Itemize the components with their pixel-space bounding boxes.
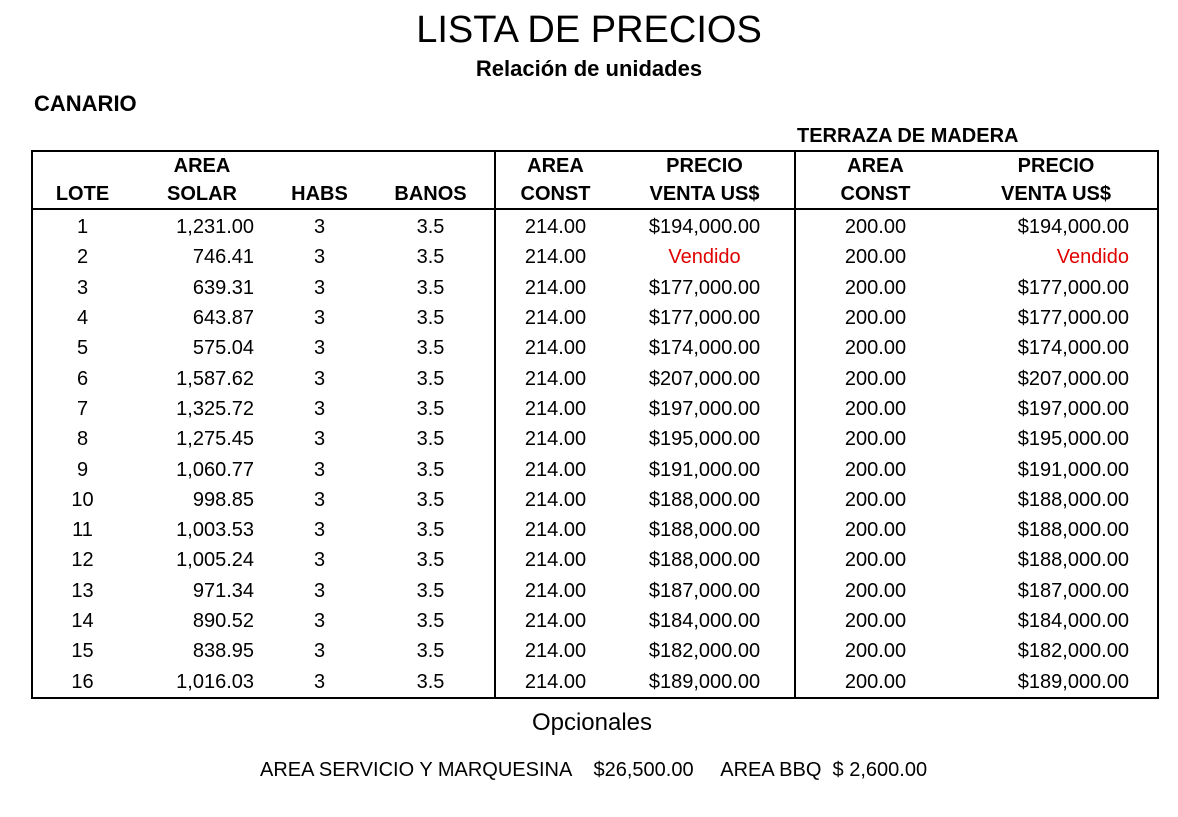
lote-cell: 13 [71, 579, 94, 602]
price-table [31, 150, 1159, 699]
precio-venta-cell: $174,000.00 [648, 337, 761, 360]
habs-cell: 3 [313, 307, 326, 330]
habs-cell: 3 [313, 488, 326, 511]
lote-cell: 6 [76, 367, 89, 390]
banos-cell: 3.5 [416, 610, 445, 632]
table-row [32, 606, 1158, 636]
table-row [32, 636, 1158, 666]
area-solar-cell: 1,587.62 [176, 367, 254, 390]
table-row [32, 666, 1158, 697]
area-const-cell: 214.00 [495, 636, 615, 666]
lote-cell: 15 [71, 640, 94, 663]
banos-cell: 3.5 [416, 397, 445, 420]
terraza-precio-venta-cell: Vendido [1056, 246, 1129, 269]
column-header: SOLAR [132, 180, 272, 209]
optionals-line [260, 757, 927, 783]
banos-cell: 3.5 [416, 367, 445, 390]
area-solar-cell: 1,005.24 [176, 549, 254, 572]
area-const-cell: 214.00 [495, 363, 615, 393]
area-const-cell: 214.00 [495, 273, 615, 303]
area-const-cell: 214.00 [495, 576, 615, 606]
terraza-area-const-cell: 200.00 [795, 394, 955, 424]
column-header: VENTA US$ [955, 180, 1158, 209]
habs-cell: 3 [313, 276, 326, 299]
table-row [32, 303, 1158, 333]
terraza-precio-venta-cell: $189,000.00 [1017, 670, 1129, 693]
banos-cell: 3.5 [416, 216, 445, 239]
terraza-precio-venta-cell: $194,000.00 [1017, 216, 1129, 239]
habs-cell: 3 [313, 579, 326, 602]
banos-cell: 3.5 [416, 519, 445, 542]
optional-service-label: AREA SERVICIO Y MARQUESINA [260, 759, 572, 781]
column-header: VENTA US$ [615, 180, 795, 209]
table-row [32, 454, 1158, 484]
precio-venta-cell: $197,000.00 [648, 397, 761, 420]
optional-bbq-label: AREA BBQ [720, 759, 822, 781]
habs-cell: 3 [313, 246, 326, 269]
terraza-precio-venta-cell: $191,000.00 [1017, 458, 1129, 481]
area-const-cell: 214.00 [495, 242, 615, 272]
table-row [32, 209, 1158, 242]
terraza-area-const-cell: 200.00 [795, 303, 955, 333]
banos-cell: 3.5 [416, 428, 445, 451]
precio-venta-cell: $191,000.00 [648, 458, 761, 481]
lote-cell: 9 [76, 458, 89, 481]
terraza-area-const-cell: 200.00 [795, 363, 955, 393]
column-header: PRECIO [1017, 155, 1095, 177]
table-row [32, 515, 1158, 545]
lote-cell: 8 [76, 428, 89, 451]
area-solar-cell: 575.04 [192, 337, 254, 360]
page-subtitle: Relación de unidades [475, 56, 703, 81]
area-const-cell: 214.00 [495, 303, 615, 333]
column-header [32, 151, 132, 180]
area-solar-cell: 1,231.00 [176, 216, 254, 239]
lote-cell: 14 [71, 610, 94, 632]
precio-venta-cell: Vendido [668, 246, 741, 269]
lote-cell: 10 [71, 488, 94, 511]
area-const-cell: 214.00 [495, 545, 615, 575]
area-const-cell: 214.00 [495, 454, 615, 484]
precio-venta-cell: $194,000.00 [648, 216, 761, 239]
precio-venta-cell: $188,000.00 [648, 488, 761, 511]
table-row [32, 333, 1158, 363]
area-const-cell: 214.00 [495, 424, 615, 454]
lote-cell: 7 [76, 397, 89, 420]
lote-cell: 1 [76, 216, 89, 239]
table-row [32, 394, 1158, 424]
column-header: CONST [795, 180, 955, 209]
area-const-cell: 214.00 [495, 333, 615, 363]
banos-cell: 3.5 [416, 458, 445, 481]
banos-cell: 3.5 [416, 549, 445, 572]
lote-cell: 4 [76, 307, 89, 330]
habs-cell: 3 [313, 216, 326, 239]
precio-venta-cell: $195,000.00 [648, 428, 761, 451]
precio-venta-cell: $182,000.00 [648, 640, 761, 663]
terraza-precio-venta-cell: $177,000.00 [1017, 307, 1129, 330]
banos-cell: 3.5 [416, 640, 445, 663]
banos-cell: 3.5 [416, 307, 445, 330]
habs-cell: 3 [313, 670, 326, 693]
terraza-precio-venta-cell: $182,000.00 [1017, 640, 1129, 663]
terraza-precio-venta-cell: $207,000.00 [1017, 367, 1129, 390]
column-header: PRECIO [666, 155, 743, 177]
precio-venta-cell: $207,000.00 [648, 367, 761, 390]
habs-cell: 3 [313, 428, 326, 451]
banos-cell: 3.5 [416, 246, 445, 269]
habs-cell: 3 [313, 549, 326, 572]
table-row [32, 242, 1158, 272]
habs-cell: 3 [313, 519, 326, 542]
group-label-terraza: TERRAZA DE MADERA [797, 125, 1019, 147]
terraza-area-const-cell: 200.00 [795, 636, 955, 666]
area-const-cell: 214.00 [495, 606, 615, 636]
terraza-precio-venta-cell: $195,000.00 [1017, 428, 1129, 451]
lote-cell: 16 [71, 670, 94, 693]
area-solar-cell: 643.87 [192, 307, 254, 330]
habs-cell: 3 [313, 458, 326, 481]
precio-venta-cell: $177,000.00 [648, 307, 761, 330]
optional-service-price: $26,500.00 [593, 759, 694, 781]
terraza-area-const-cell: 200.00 [795, 273, 955, 303]
optional-bbq-price: $ 2,600.00 [832, 759, 928, 781]
terraza-precio-venta-cell: $188,000.00 [1017, 549, 1129, 572]
precio-venta-cell: $188,000.00 [648, 549, 761, 572]
terraza-area-const-cell: 200.00 [795, 209, 955, 242]
precio-venta-cell: $188,000.00 [648, 519, 761, 542]
column-header: BANOS [367, 180, 495, 209]
precio-venta-cell: $189,000.00 [648, 670, 761, 693]
terraza-precio-venta-cell: $188,000.00 [1017, 519, 1129, 542]
table-row [32, 485, 1158, 515]
table-row [32, 424, 1158, 454]
area-solar-cell: 1,016.03 [176, 670, 254, 693]
column-header: CONST [495, 180, 615, 209]
table-body [32, 209, 1158, 698]
area-solar-cell: 746.41 [192, 246, 254, 269]
terraza-area-const-cell: 200.00 [795, 424, 955, 454]
terraza-area-const-cell: 200.00 [795, 333, 955, 363]
table-header-row [32, 180, 1158, 209]
area-solar-cell: 1,003.53 [176, 519, 254, 542]
terraza-area-const-cell: 200.00 [795, 485, 955, 515]
terraza-precio-venta-cell: $174,000.00 [1017, 337, 1129, 360]
habs-cell: 3 [313, 397, 326, 420]
area-solar-cell: 838.95 [192, 640, 254, 663]
lote-cell: 5 [76, 337, 89, 360]
lote-cell: 3 [76, 276, 89, 299]
terraza-precio-venta-cell: $177,000.00 [1017, 276, 1129, 299]
banos-cell: 3.5 [416, 670, 445, 693]
terraza-area-const-cell: 200.00 [795, 242, 955, 272]
lote-cell: 2 [76, 246, 89, 269]
terraza-area-const-cell: 200.00 [795, 545, 955, 575]
area-const-cell: 214.00 [495, 485, 615, 515]
terraza-area-const-cell: 200.00 [795, 666, 955, 697]
lote-cell: 11 [72, 519, 93, 542]
habs-cell: 3 [313, 367, 326, 390]
area-solar-cell: 998.85 [192, 488, 254, 511]
habs-cell: 3 [313, 640, 326, 663]
column-header: HABS [272, 180, 367, 209]
area-const-cell: 214.00 [495, 666, 615, 697]
column-header [367, 151, 495, 180]
optionals-title: Opcionales [531, 709, 653, 736]
area-solar-cell: 1,325.72 [176, 397, 254, 420]
banos-cell: 3.5 [416, 337, 445, 360]
terraza-area-const-cell: 200.00 [795, 454, 955, 484]
terraza-area-const-cell: 200.00 [795, 606, 955, 636]
area-const-cell: 214.00 [495, 394, 615, 424]
table-row [32, 576, 1158, 606]
table-row [32, 545, 1158, 575]
precio-venta-cell: $184,000.00 [648, 610, 761, 632]
habs-cell: 3 [313, 610, 326, 632]
area-solar-cell: 1,060.77 [176, 458, 254, 481]
column-header: AREA [173, 155, 231, 177]
lote-cell: 12 [71, 549, 94, 572]
terraza-precio-venta-cell: $197,000.00 [1017, 397, 1129, 420]
precio-venta-cell: $187,000.00 [648, 579, 761, 602]
habs-cell: 3 [313, 337, 326, 360]
column-header [272, 151, 367, 180]
table-header-row [32, 151, 1158, 180]
table-row [32, 363, 1158, 393]
table-row [32, 273, 1158, 303]
terraza-precio-venta-cell: $188,000.00 [1017, 488, 1129, 511]
banos-cell: 3.5 [416, 579, 445, 602]
terraza-area-const-cell: 200.00 [795, 515, 955, 545]
banos-cell: 3.5 [416, 276, 445, 299]
project-name: CANARIO [34, 91, 137, 116]
page-title: LISTA DE PRECIOS [416, 9, 762, 51]
terraza-area-const-cell: 200.00 [795, 576, 955, 606]
area-const-cell: 214.00 [495, 515, 615, 545]
terraza-precio-venta-cell: $184,000.00 [1017, 610, 1129, 632]
column-header: AREA [495, 151, 615, 180]
banos-cell: 3.5 [416, 488, 445, 511]
area-const-cell: 214.00 [495, 209, 615, 242]
area-solar-cell: 971.34 [192, 579, 254, 602]
precio-venta-cell: $177,000.00 [648, 276, 761, 299]
area-solar-cell: 1,275.45 [176, 428, 254, 451]
area-solar-cell: 890.52 [192, 610, 254, 632]
column-header: AREA [795, 151, 955, 180]
column-header: LOTE [32, 180, 132, 209]
terraza-precio-venta-cell: $187,000.00 [1017, 579, 1129, 602]
area-solar-cell: 639.31 [192, 276, 254, 299]
